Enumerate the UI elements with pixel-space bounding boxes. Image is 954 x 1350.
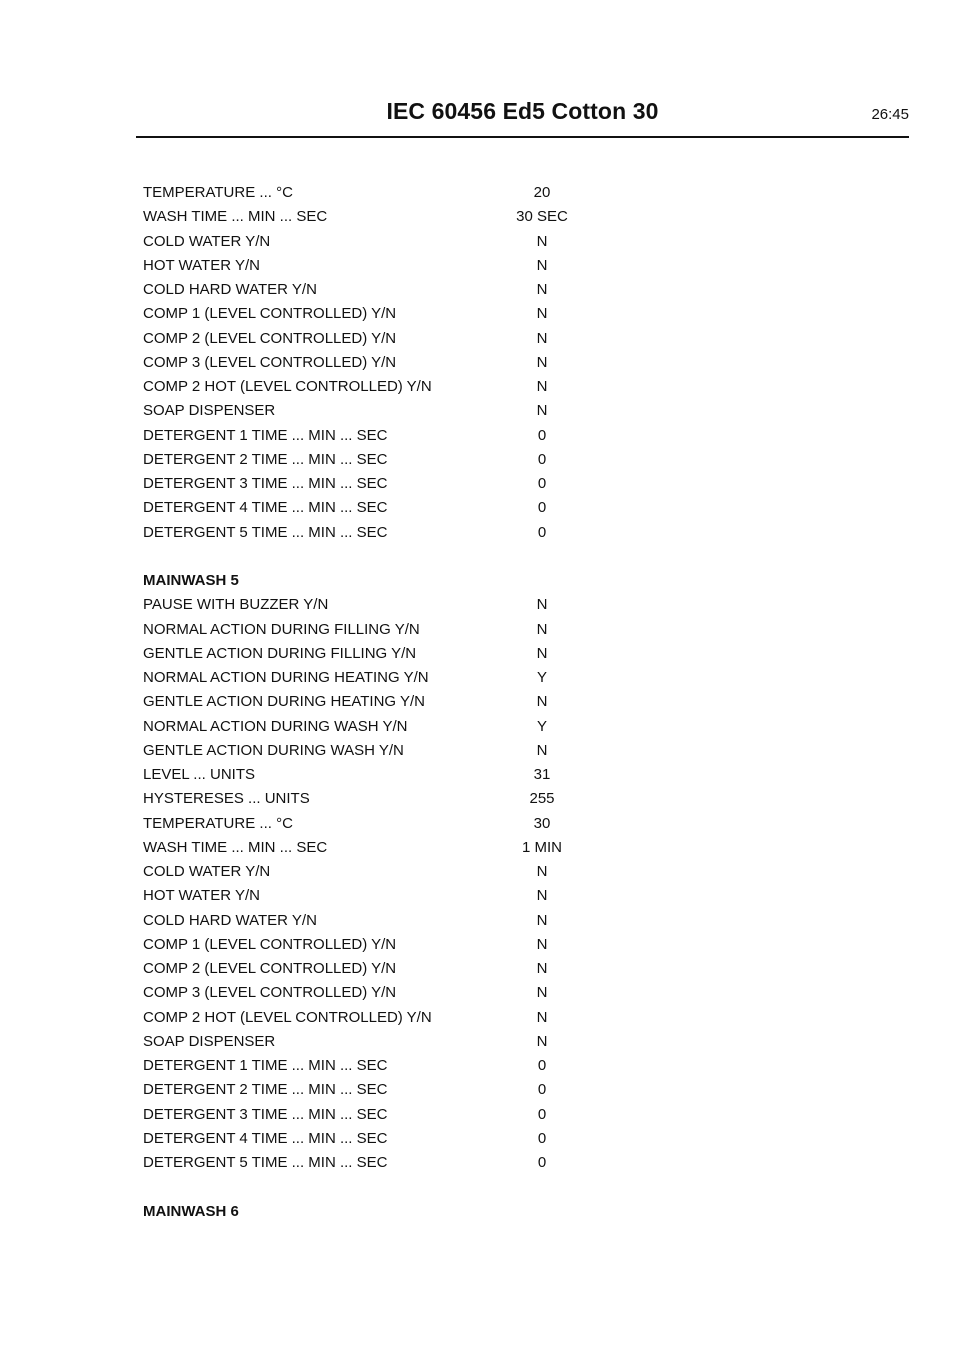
setting-row <box>143 812 743 836</box>
setting-value: Y <box>536 717 547 735</box>
setting-value: N <box>536 911 548 929</box>
setting-label: DETERGENT 5 TIME ... MIN ... SEC <box>143 1154 388 1171</box>
program-time: 26:45 <box>871 106 909 123</box>
section-spacer <box>143 1175 743 1199</box>
setting-value: N <box>536 1032 548 1050</box>
setting-value: 0 <box>537 523 547 541</box>
setting-label: TEMPERATURE ... °C <box>143 814 293 832</box>
setting-row <box>143 715 743 739</box>
setting-value: 0 <box>537 1057 547 1074</box>
setting-label: DETERGENT 2 TIME ... MIN ... SEC <box>143 450 388 468</box>
setting-label: DETERGENT 5 TIME ... MIN ... SEC <box>143 523 388 541</box>
setting-label: GENTLE ACTION DURING HEATING Y/N <box>143 693 425 711</box>
setting-label: COLD WATER Y/N <box>143 863 271 880</box>
section-heading: MAINWASH 5 <box>143 572 239 589</box>
setting-label: HOT WATER Y/N <box>143 887 260 905</box>
setting-row <box>143 424 743 448</box>
setting-value: 30 <box>533 814 551 832</box>
setting-row <box>143 302 743 326</box>
setting-row <box>143 254 743 278</box>
setting-label: LEVEL ... UNITS <box>143 766 255 783</box>
section-spacer <box>143 545 743 569</box>
setting-label: DETERGENT 1 TIME ... MIN ... SEC <box>143 1057 388 1074</box>
setting-label: COMP 2 (LEVEL CONTROLLED) Y/N <box>143 960 397 977</box>
setting-row <box>143 230 743 254</box>
setting-value: 0 <box>537 1081 547 1099</box>
setting-value: N <box>536 693 548 711</box>
setting-row <box>143 1006 743 1030</box>
setting-label: COMP 2 (LEVEL CONTROLLED) Y/N <box>143 329 397 347</box>
setting-row <box>143 618 743 642</box>
setting-label: COMP 3 (LEVEL CONTROLLED) Y/N <box>143 984 397 1002</box>
setting-row <box>143 1103 743 1127</box>
setting-label: NORMAL ACTION DURING WASH Y/N <box>143 717 408 735</box>
page-header <box>136 96 909 138</box>
setting-row <box>143 375 743 399</box>
setting-label: PAUSE WITH BUZZER Y/N <box>143 596 329 614</box>
setting-label: DETERGENT 2 TIME ... MIN ... SEC <box>143 1081 388 1099</box>
setting-row <box>143 836 743 860</box>
setting-row <box>143 181 743 205</box>
setting-value: N <box>536 620 548 638</box>
setting-row <box>143 909 743 933</box>
setting-value: 0 <box>537 475 547 492</box>
setting-row <box>143 763 743 787</box>
setting-value: 0 <box>537 1154 547 1171</box>
setting-row <box>143 496 743 520</box>
setting-row <box>143 642 743 666</box>
setting-row <box>143 884 743 908</box>
setting-label: COMP 2 HOT (LEVEL CONTROLLED) Y/N <box>143 378 432 395</box>
setting-label: WASH TIME ... MIN ... SEC <box>143 838 328 856</box>
setting-value: N <box>536 863 548 880</box>
setting-row <box>143 448 743 472</box>
setting-value: 255 <box>529 790 555 808</box>
setting-label: COLD HARD WATER Y/N <box>143 911 317 929</box>
setting-label: COMP 1 (LEVEL CONTROLLED) Y/N <box>143 305 397 323</box>
setting-value: 0 <box>537 1129 547 1147</box>
setting-value: 20 <box>533 184 551 201</box>
setting-row <box>143 1054 743 1078</box>
setting-row <box>143 1151 743 1175</box>
setting-row <box>143 1030 743 1054</box>
setting-row <box>143 472 743 496</box>
setting-label: NORMAL ACTION DURING HEATING Y/N <box>143 669 429 686</box>
setting-label: DETERGENT 4 TIME ... MIN ... SEC <box>143 499 388 517</box>
setting-label: DETERGENT 4 TIME ... MIN ... SEC <box>143 1129 388 1147</box>
setting-value: 30 SEC <box>516 208 568 226</box>
settings-table <box>143 181 743 1224</box>
setting-row <box>143 981 743 1005</box>
setting-row <box>143 690 743 714</box>
setting-value: 0 <box>537 1105 547 1123</box>
setting-label: DETERGENT 3 TIME ... MIN ... SEC <box>143 475 388 492</box>
setting-row <box>143 351 743 375</box>
setting-value: 0 <box>537 426 547 444</box>
setting-value: N <box>536 281 548 298</box>
setting-value: Y <box>536 669 547 686</box>
setting-label: HOT WATER Y/N <box>143 256 260 274</box>
setting-value: 31 <box>533 766 551 783</box>
setting-label: COLD WATER Y/N <box>143 232 271 250</box>
setting-row <box>143 205 743 229</box>
setting-value: N <box>536 984 548 1002</box>
setting-row <box>143 666 743 690</box>
setting-row <box>143 399 743 423</box>
setting-label: DETERGENT 1 TIME ... MIN ... SEC <box>143 426 388 444</box>
setting-value: N <box>536 596 548 614</box>
setting-value: N <box>536 353 548 371</box>
setting-value: N <box>536 960 548 977</box>
setting-value: 0 <box>537 499 547 517</box>
setting-label: GENTLE ACTION DURING WASH Y/N <box>143 741 404 759</box>
setting-row <box>143 957 743 981</box>
setting-label: COMP 2 HOT (LEVEL CONTROLLED) Y/N <box>143 1008 432 1026</box>
setting-label: SOAP DISPENSER <box>143 402 276 420</box>
setting-label: COMP 1 (LEVEL CONTROLLED) Y/N <box>143 935 397 953</box>
setting-row <box>143 278 743 302</box>
setting-value: N <box>536 935 548 953</box>
setting-row <box>143 933 743 957</box>
setting-value: N <box>536 741 548 759</box>
setting-label: COLD HARD WATER Y/N <box>143 281 317 298</box>
setting-value: N <box>536 887 548 905</box>
setting-label: WASH TIME ... MIN ... SEC <box>143 208 328 226</box>
setting-row <box>143 1078 743 1102</box>
setting-value: N <box>536 402 548 420</box>
setting-label: TEMPERATURE ... °C <box>143 184 293 201</box>
setting-label: DETERGENT 3 TIME ... MIN ... SEC <box>143 1105 388 1123</box>
setting-value: N <box>536 378 548 395</box>
setting-row <box>143 593 743 617</box>
setting-row <box>143 860 743 884</box>
setting-row <box>143 1127 743 1151</box>
setting-value: N <box>536 644 548 662</box>
setting-value: N <box>536 305 548 323</box>
setting-label: HYSTERESES ... UNITS <box>143 790 310 808</box>
section-heading: MAINWASH 6 <box>143 1202 239 1220</box>
setting-value: N <box>536 256 548 274</box>
setting-row <box>143 327 743 351</box>
setting-value: N <box>536 329 548 347</box>
setting-value: N <box>536 232 548 250</box>
setting-value: 0 <box>537 450 547 468</box>
page-title: IEC 60456 Ed5 Cotton 30 <box>386 98 659 124</box>
setting-label: NORMAL ACTION DURING FILLING Y/N <box>143 620 420 638</box>
setting-row <box>143 521 743 545</box>
setting-value: N <box>536 1008 548 1026</box>
setting-label: GENTLE ACTION DURING FILLING Y/N <box>143 644 417 662</box>
setting-label: COMP 3 (LEVEL CONTROLLED) Y/N <box>143 353 397 371</box>
setting-label: SOAP DISPENSER <box>143 1032 276 1050</box>
setting-value: 1 MIN <box>521 838 562 856</box>
setting-row <box>143 787 743 811</box>
setting-row <box>143 739 743 763</box>
